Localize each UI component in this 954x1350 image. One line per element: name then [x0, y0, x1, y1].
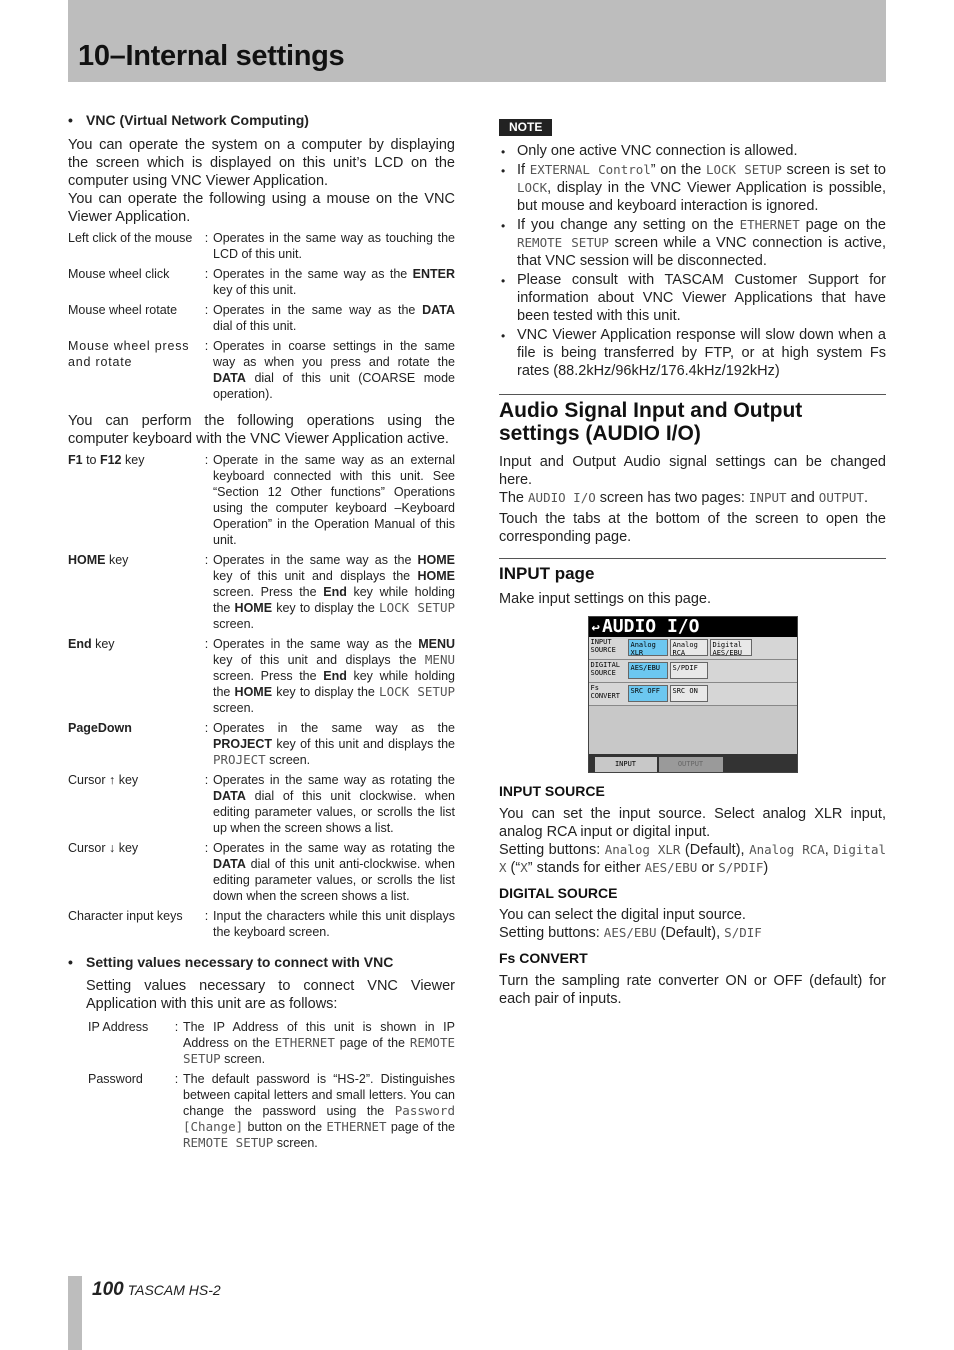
- row-value: The default password is “HS-2”. Distinguishes between capital letters and small letters. You can change the password using the Password [Change] button on the ETHERNET page of the REMOTE SETUP screen.: [183, 1072, 455, 1150]
- row-value: Operates in the same way as the PROJECT key of this unit and displays the PROJECT screen.: [213, 720, 455, 767]
- row-key: F1 to F12 key: [68, 452, 145, 467]
- row-key: Mouse wheel rotate: [68, 302, 178, 317]
- row-key: Cursor ↓ key: [68, 840, 139, 855]
- colon: :: [204, 840, 209, 855]
- digital-source-paragraph-1: You can select the digital input source.: [499, 907, 746, 924]
- table-row: [68, 636, 455, 720]
- audio-paragraph-2: The AUDIO I/O screen has two pages: INPUT and OUTPUT.: [499, 490, 868, 506]
- analog-xlr-button[interactable]: Analog XLR: [628, 639, 668, 656]
- keyboard-intro: You can perform the following operations using the computer keyboard with the VNC Viewer Application active.: [68, 412, 455, 447]
- input-source-heading: INPUT SOURCE: [499, 783, 605, 800]
- row-key: HOME key: [68, 552, 129, 567]
- digital-source-row: [589, 660, 797, 683]
- section-divider: [499, 558, 886, 559]
- input-source-row: [589, 637, 797, 660]
- row-key: Mouse wheel click: [68, 266, 170, 281]
- model-name: TASCAM HS-2: [127, 1282, 221, 1298]
- row-value: Operates in coarse settings in the same way as when you press and rotate the DATA dial of this unit (COARSE mode operation).: [213, 338, 455, 401]
- page-title: 10–Internal settings: [78, 40, 345, 72]
- row-value: The IP Address of this unit is shown in IP Address on the ETHERNET page of the REMOTE SETUP screen.: [183, 1020, 455, 1066]
- list-item: • If you change any setting on the ETHERNET page on the REMOTE SETUP screen while a VNC connection is active, that VNC session will be disconnected.: [499, 216, 886, 270]
- table-row: [68, 772, 455, 840]
- row-key: Left click of the mouse: [68, 230, 193, 245]
- colon: :: [174, 1020, 179, 1034]
- colon: :: [204, 302, 209, 317]
- row-key: IP Address: [88, 1020, 149, 1034]
- audio-io-screenshot: [588, 616, 798, 773]
- input-source-paragraph-1: You can set the input source. Select analog XLR input, analog RCA input or digital input.: [499, 805, 886, 840]
- row-value: Operates in the same way as rotating the DATA dial of this unit clockwise. when editing parameter values, or scrolls the list up when the screen shows a list.: [213, 772, 455, 835]
- row-key: End key: [68, 636, 115, 651]
- table-row: [68, 840, 455, 908]
- row-key: Mouse wheel press and rotate: [68, 338, 190, 369]
- colon: :: [204, 636, 209, 651]
- row-value: Operates in the same way as rotating the DATA dial of this unit anti-clockwise. when editing parameter values, or scrolls the list down when the screen shows a list.: [213, 840, 455, 903]
- section-divider: [499, 394, 886, 395]
- input-page-paragraph: Make input settings on this page.: [499, 591, 711, 608]
- footer-bar: [68, 1276, 82, 1350]
- aes-ebu-button[interactable]: AES/EBU: [628, 662, 668, 679]
- table-row: [68, 338, 455, 406]
- colon: :: [204, 338, 209, 353]
- row-label: DIGITAL SOURCE: [590, 661, 621, 678]
- list-item: • Only one active VNC connection is allowed.: [499, 142, 886, 160]
- fs-convert-heading: Fs CONVERT: [499, 950, 588, 967]
- digital-source-paragraph-2: Setting buttons: AES/EBU (Default), S/DIF: [499, 925, 762, 942]
- note-list: [499, 142, 886, 380]
- input-page-heading: INPUT page: [499, 564, 595, 583]
- screen-tab-bar: [589, 754, 797, 772]
- table-row: [68, 552, 455, 636]
- audio-paragraph-3: Touch the tabs at the bottom of the screen to open the corresponding page.: [499, 511, 886, 545]
- row-value: Operates in the same way as touching the LCD of this unit.: [213, 230, 455, 261]
- row-value: Operates in the same way as the ENTER key of this unit.: [213, 266, 455, 297]
- mouse-operations-table: [68, 230, 455, 406]
- row-value: Operates in the same way as the DATA dial of this unit.: [213, 302, 455, 333]
- vnc-paragraph-2: You can operate the following using a mouse on the VNC Viewer Application.: [68, 190, 455, 225]
- note-badge: NOTE: [499, 119, 552, 136]
- row-value: Operate in the same way as an external keyboard connected with this unit. See “Section 12 Other functions” Operations using the computer keyboard –Keyboard Operation” in the Operation Manual of this unit.: [213, 452, 455, 547]
- table-row: [68, 452, 455, 552]
- row-value: Operates in the same way as the MENU key of this unit and displays the MENU screen. Press the End key while holding the HOME key to display the LOCK SETUP screen.: [213, 636, 455, 715]
- row-label: Fs CONVERT: [590, 684, 621, 701]
- list-item: • Please consult with TASCAM Customer Support for information about VNC Viewer Applications that have been tested with this unit.: [499, 271, 886, 325]
- tab-output[interactable]: OUTPUT: [659, 757, 723, 772]
- setting-values-heading: • Setting values necessary to connect with VNC: [68, 954, 455, 972]
- table-row: [68, 266, 455, 302]
- audio-paragraph-1: Input and Output Audio signal settings can be changed here.: [499, 454, 886, 488]
- fs-convert-paragraph: Turn the sampling rate converter ON or OFF (default) for each pair of inputs.: [499, 972, 886, 1007]
- screen-title-bar: [589, 617, 797, 637]
- audio-io-heading: Audio Signal Input and Output settings (AUDIO I/O): [499, 399, 803, 445]
- screen-title: AUDIO I/O: [601, 616, 700, 638]
- footer: [92, 1278, 221, 1302]
- arrow-up-icon: ↑: [108, 772, 116, 787]
- page-number: 100: [92, 1279, 124, 1300]
- right-column: [499, 118, 886, 1008]
- setting-values-intro: Setting values necessary to connect VNC Viewer Application with this unit are as follows:: [86, 978, 455, 1012]
- row-value: Input the characters while this unit displays the keyboard screen.: [213, 908, 455, 939]
- table-row: [88, 1071, 455, 1155]
- return-icon[interactable]: ↩: [591, 620, 600, 637]
- colon: :: [204, 452, 209, 467]
- colon: :: [204, 230, 209, 245]
- vnc-heading: • VNC (Virtual Network Computing): [68, 112, 455, 130]
- row-value: Operates in the same way as the HOME key of this unit and displays the HOME screen. Press the End key while holding the HOME key to display the LOCK SETUP screen.: [213, 552, 455, 631]
- digital-source-heading: DIGITAL SOURCE: [499, 884, 618, 901]
- row-label: INPUT SOURCE: [590, 638, 616, 655]
- table-row: [68, 908, 455, 944]
- left-column: [68, 112, 455, 1155]
- colon: :: [204, 266, 209, 281]
- fs-convert-row: [589, 683, 797, 706]
- keyboard-operations-table: [68, 452, 455, 944]
- colon: :: [204, 772, 209, 787]
- row-key: Cursor ↑ key: [68, 772, 139, 787]
- header-bar: [68, 0, 886, 82]
- row-key: Password: [88, 1072, 143, 1086]
- table-row: [68, 302, 455, 338]
- s-pdif-button[interactable]: S/PDIF: [670, 662, 708, 679]
- vnc-paragraph-1: You can operate the system on a computer by displaying the screen which is displayed on this unit’s LCD on the computer using VNC Viewer Application.: [68, 136, 455, 189]
- row-key: PageDown: [68, 720, 132, 735]
- table-row: [68, 720, 455, 772]
- colon: :: [174, 1072, 179, 1086]
- list-item: • If EXTERNAL Control” on the LOCK SETUP screen is set to LOCK, display in the VNC Viewer Application is possible, but mouse and keyboard interaction is ignored.: [499, 161, 886, 215]
- digital-aes-ebu-button[interactable]: Digital AES/EBU: [710, 639, 752, 656]
- analog-rca-button[interactable]: Analog RCA: [670, 639, 708, 656]
- colon: :: [204, 908, 209, 923]
- src-off-button[interactable]: SRC OFF: [628, 685, 668, 702]
- row-key: Character input keys: [68, 908, 183, 923]
- input-source-paragraph-2: Setting buttons: Analog XLR (Default), Analog RCA, Digital X (“X” stands for either AES/EBU or S/PDIF): [499, 841, 886, 876]
- list-item: • VNC Viewer Application response will slow down when a file is being transferred by FTP, or at high system Fs rates (88.2kHz/96kHz/176.4kHz/192kHz): [499, 326, 886, 380]
- colon: :: [204, 720, 209, 735]
- tab-input[interactable]: INPUT: [595, 757, 657, 772]
- arrow-down-icon: ↓: [108, 840, 116, 855]
- table-row: [68, 230, 455, 266]
- connection-settings-table: [88, 1019, 455, 1155]
- src-on-button[interactable]: SRC ON: [670, 685, 708, 702]
- table-row: [88, 1019, 455, 1071]
- colon: :: [204, 552, 209, 567]
